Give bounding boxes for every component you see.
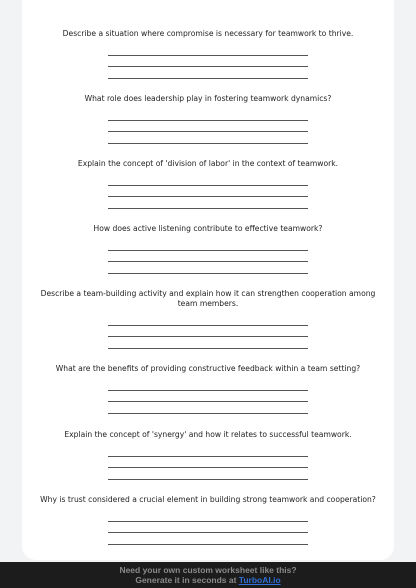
- answer-area[interactable]: [108, 510, 308, 545]
- answer-line[interactable]: [108, 522, 308, 534]
- question-block: [22, 430, 394, 480]
- question-text: Describe a situation where compromise is necessary for teamwork to thrive.: [62, 29, 354, 38]
- answer-line[interactable]: [108, 251, 308, 263]
- question-block: [22, 289, 394, 349]
- answer-line[interactable]: [108, 337, 308, 349]
- promo-line-2-text: Generate it in seconds at: [135, 575, 239, 585]
- answer-area[interactable]: [108, 109, 308, 144]
- question-block: [22, 364, 394, 414]
- answer-area[interactable]: [108, 239, 308, 274]
- answer-line[interactable]: [108, 510, 308, 522]
- answer-line[interactable]: [108, 468, 308, 480]
- answer-line[interactable]: [108, 121, 308, 133]
- answer-line[interactable]: [108, 56, 308, 68]
- worksheet-page: [22, 0, 394, 560]
- answer-line[interactable]: [108, 239, 308, 251]
- question-block: [22, 29, 394, 79]
- answer-line[interactable]: [108, 262, 308, 274]
- question-text: What role does leadership play in fostering teamwork dynamics?: [84, 94, 332, 103]
- answer-area[interactable]: [108, 445, 308, 480]
- answer-line[interactable]: [108, 197, 308, 209]
- answer-area[interactable]: [108, 379, 308, 414]
- promo-footer: [0, 562, 416, 588]
- answer-line[interactable]: [108, 67, 308, 79]
- answer-line[interactable]: [108, 132, 308, 144]
- answer-area[interactable]: [108, 314, 308, 349]
- question-block: [22, 495, 394, 545]
- question-text: Why is trust considered a crucial element in building strong teamwork and cooperation?: [40, 495, 376, 504]
- question-text: Describe a team-building activity and explain how it can strengthen cooperation among team members.: [40, 289, 376, 308]
- question-block: [22, 159, 394, 209]
- question-block: [22, 94, 394, 144]
- question-text: How does active listening contribute to effective teamwork?: [93, 224, 323, 233]
- answer-line[interactable]: [108, 533, 308, 545]
- answer-area[interactable]: [108, 44, 308, 79]
- answer-line[interactable]: [108, 402, 308, 414]
- answer-line[interactable]: [108, 109, 308, 121]
- promo-line-1: Need your own custom worksheet like this?: [119, 565, 297, 575]
- question-block: [22, 224, 394, 274]
- promo-link[interactable]: TurboAI.io: [238, 575, 281, 585]
- answer-line[interactable]: [108, 326, 308, 338]
- answer-line[interactable]: [108, 44, 308, 56]
- question-text: Explain the concept of 'division of labor' in the context of teamwork.: [77, 159, 339, 168]
- answer-area[interactable]: [108, 174, 308, 209]
- answer-line[interactable]: [108, 445, 308, 457]
- answer-line[interactable]: [108, 186, 308, 198]
- question-text: Explain the concept of 'synergy' and how it relates to successful teamwork.: [64, 430, 352, 439]
- question-text: What are the benefits of providing constructive feedback within a team setting?: [55, 364, 361, 373]
- answer-line[interactable]: [108, 174, 308, 186]
- answer-line[interactable]: [108, 314, 308, 326]
- answer-line[interactable]: [108, 379, 308, 391]
- promo-line-2: [0, 575, 416, 585]
- answer-line[interactable]: [108, 391, 308, 403]
- answer-line[interactable]: [108, 457, 308, 469]
